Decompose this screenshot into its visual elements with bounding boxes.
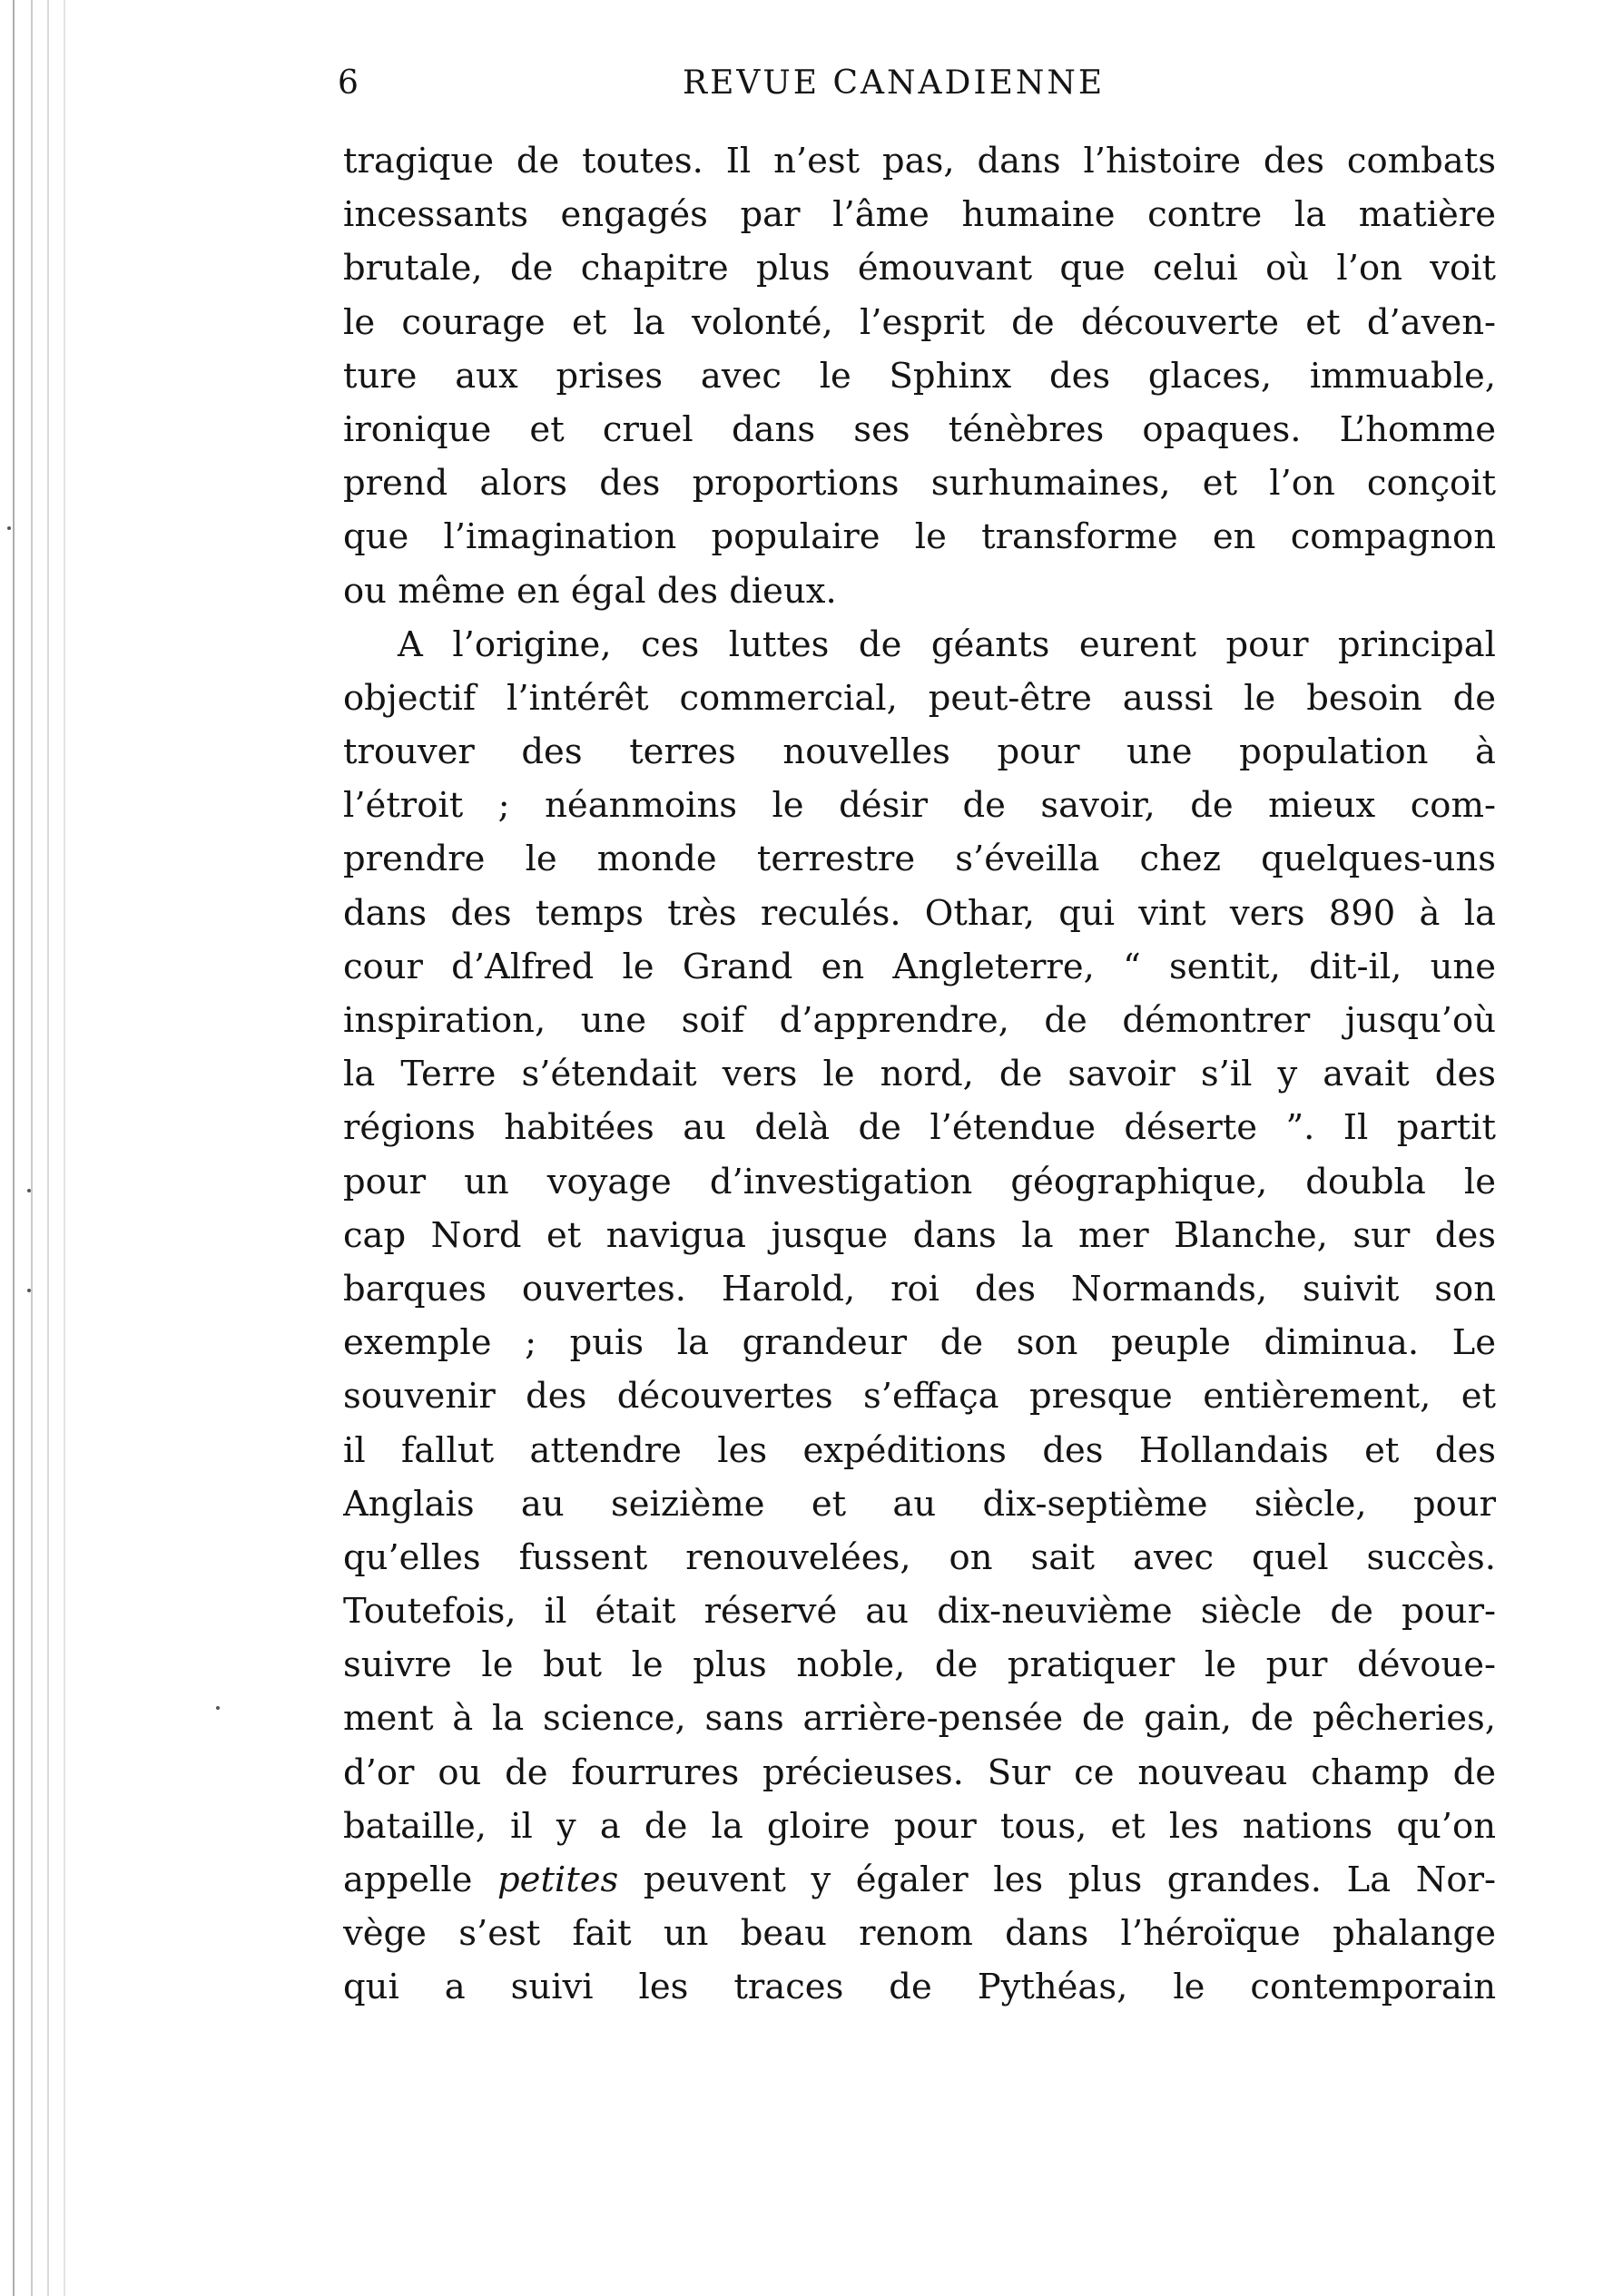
text-line: cour d’Alfred le Grand en Angleterre, “ sentit, dit-il, une [343, 946, 1496, 987]
paragraph-end-line: ou même en égal des dieux. [343, 570, 837, 612]
text-fragment: peuvent y égaler les plus grandes. La Nor- [618, 1859, 1496, 1900]
text-fragment: appelle [343, 1859, 498, 1900]
text-line: que l’imagination populaire le transforme en compagnon [343, 516, 1496, 558]
text-line: Toutefois, il était réservé au dix-neuvième siècle de pour- [343, 1591, 1496, 1633]
text-line: barques ouvertes. Harold, roi des Normands, suivit son [343, 1268, 1496, 1310]
scan-speck [216, 1706, 220, 1710]
binding-rule [47, 0, 49, 2296]
text-line: l’étroit ; néanmoins le désir de savoir, de mieux com- [343, 785, 1496, 827]
running-title: REVUE CANADIENNE [683, 64, 1106, 102]
text-line: régions habitées au delà de l’étendue déserte ”. Il partit [343, 1107, 1496, 1149]
scan-binding-edge [0, 0, 100, 2296]
text-line: tragique de toutes. Il n’est pas, dans l’histoire des combats [343, 141, 1496, 182]
text-line: prend alors des proportions surhumaines, et l’on conçoit [343, 463, 1496, 505]
page-number: 6 [338, 64, 359, 102]
scan-speck [7, 526, 11, 530]
text-line: brutale, de chapitre plus émouvant que celui où l’on voit [343, 248, 1496, 289]
text-line: pour un voyage d’investigation géographique, doubla le [343, 1161, 1496, 1202]
scan-speck [27, 1189, 31, 1192]
binding-rule [64, 0, 65, 2296]
body-text [343, 134, 1496, 2015]
text-line: ture aux prises avec le Sphinx des glaces, immuable, [343, 355, 1496, 397]
scan-speck [27, 1289, 31, 1292]
binding-rule [31, 0, 33, 2296]
text-line: vège s’est fait un beau renom dans l’héroïque phalange [343, 1913, 1496, 1955]
text-line: Anglais au seizième et au dix-septième siècle, pour [343, 1483, 1496, 1525]
text-line: dans des temps très reculés. Othar, qui vint vers 890 à la [343, 892, 1496, 934]
text-line: trouver des terres nouvelles pour une population à [343, 731, 1496, 773]
text-line: ironique et cruel dans ses ténèbres opaques. L’homme [343, 408, 1496, 450]
text-line: exemple ; puis la grandeur de son peuple diminua. Le [343, 1322, 1496, 1364]
text-line: incessants engagés par l’âme humaine contre la matière [343, 194, 1496, 236]
binding-rule [13, 0, 15, 2296]
text-line: qu’elles fussent renouvelées, on sait avec quel succès. [343, 1536, 1496, 1578]
text-line: ment à la science, sans arrière-pensée de gain, de pêcheries, [343, 1698, 1496, 1740]
text-line: cap Nord et navigua jusque dans la mer Blanche, sur des [343, 1214, 1496, 1256]
text-line: le courage et la volonté, l’esprit de découverte et d’aven- [343, 301, 1496, 343]
text-line: souvenir des découvertes s’effaça presque entièrement, et [343, 1376, 1496, 1418]
text-line-with-italic [343, 1853, 1496, 1907]
text-line: suivre le but le plus noble, de pratiquer le pur dévoue- [343, 1644, 1496, 1686]
text-line: inspiration, une soif d’apprendre, de démontrer jusqu’où [343, 1000, 1496, 1041]
text-line: prendre le monde terrestre s’éveilla chez quelques-uns [343, 839, 1496, 880]
text-line: la Terre s’étendait vers le nord, de savoir s’il y avait des [343, 1054, 1496, 1095]
text-line: il fallut attendre les expéditions des Hollandais et des [343, 1429, 1496, 1471]
page-header [338, 56, 1518, 111]
paragraph-start-line: A l’origine, ces luttes de géants eurent pour principal [398, 623, 1496, 665]
text-line: objectif l’intérêt commercial, peut-être aussi le besoin de [343, 677, 1496, 719]
italic-word: petites [497, 1859, 619, 1900]
text-line: d’or ou de fourrures précieuses. Sur ce nouveau champ de [343, 1751, 1496, 1793]
text-line: bataille, il y a de la gloire pour tous, et les nations qu’on [343, 1805, 1496, 1847]
text-line: qui a suivi les traces de Pythéas, le contemporain [343, 1967, 1496, 2008]
